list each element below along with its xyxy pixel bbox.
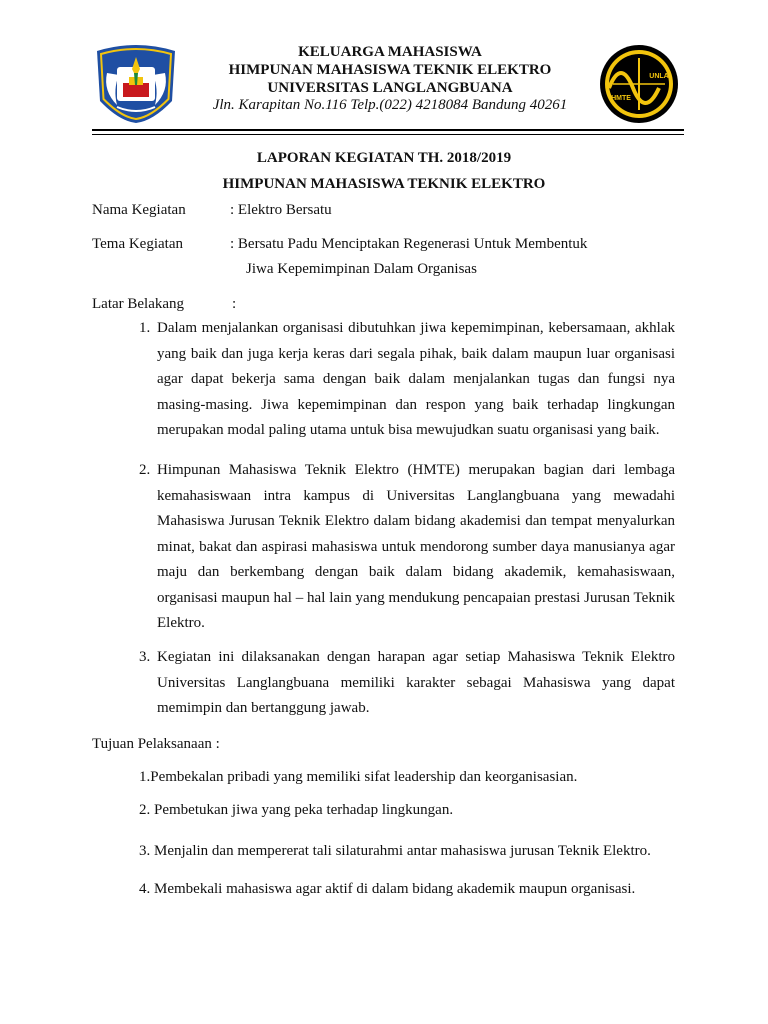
university-logo-icon: [93, 43, 179, 125]
nama-kegiatan-value: : Elektro Bersatu: [230, 202, 332, 218]
tema-kegiatan-value-line1: : Bersatu Padu Menciptakan Regenerasi Untuk Membentuk: [230, 236, 588, 252]
latar-item-text: Dalam menjalankan organisasi dibutuhkan jiwa kepemimpinan, kebersamaan, akhlak yang baik dan juga kerja keras dari segala pihak, baik dalam maupun luar organisasi agar dapat bekerja sama dengan baik dalam menjalankan tugas dan fungsi nya masing-masing. Jiwa kepemimpinan dan respon yang baik terhadap lingkungan merupakan modal paling utama untuk bisa mewujudkan suatu organisasi yang baik.: [157, 320, 675, 438]
nama-kegiatan-label: Nama Kegiatan: [92, 202, 186, 218]
hmte-logo-icon: [599, 44, 679, 124]
letterhead-association: HIMPUNAN MAHASISWA TEKNIK ELEKTRO: [228, 62, 552, 78]
tujuan-item: 1.Pembekalan pribadi yang memiliki sifat leadership dan keorganisasian.: [139, 769, 578, 785]
letterhead-organization: KELUARGA MAHASISWA: [298, 44, 482, 60]
latar-belakang-label: Latar Belakang: [92, 296, 185, 312]
tujuan-item: 2. Pembetukan jiwa yang peka terhadap lingkungan.: [139, 802, 454, 818]
report-title: LAPORAN KEGIATAN TH. 2018/2019: [256, 150, 512, 166]
tema-kegiatan-label: Tema Kegiatan: [92, 236, 183, 252]
tujuan-item: 4. Membekali mahasiswa agar aktif di dalam bidang akademik maupun organisasi.: [139, 881, 636, 897]
tujuan-item: 3. Menjalin dan mempererat tali silaturahmi antar mahasiswa jurusan Teknik Elektro.: [139, 843, 651, 859]
tema-kegiatan-value-line2: Jiwa Kepemimpinan Dalam Organisas: [246, 261, 477, 277]
latar-item-text: Himpunan Mahasiswa Teknik Elektro (HMTE) merupakan bagian dari lembaga kemahasiswaan intra kampus di Universitas Langlangbuana yang mewadahi Mahasiswa Jurusan Teknik Elektro dalam bidang akademisi dan tempat menyalurkan minat, bakat dan aspirasi mahasiswa untuk mendorong sumber daya manusianya agar maju dan berkembang dengan baik dalam bidang akademik, kemahasiswaan, organisasi maupun hal – hal lain yang mendukung pencapaian prestasi Jurusan Teknik Elektro.: [157, 462, 675, 631]
letterhead-university: UNIVERSITAS LANGLANGBUANA: [267, 80, 513, 96]
hmte-logo-text-top: UNLA: [649, 73, 669, 80]
latar-item-number: 2.: [139, 462, 151, 478]
report-subtitle: HIMPUNAN MAHASISWA TEKNIK ELEKTRO: [222, 176, 546, 192]
hmte-logo-text-bottom: HMTE: [611, 95, 631, 102]
latar-item-number: 3.: [139, 649, 151, 665]
latar-item-number: 1.: [139, 320, 151, 336]
letterhead-divider-thin: [92, 134, 684, 135]
letterhead-divider-thick: [92, 129, 684, 131]
latar-belakang-colon: :: [232, 296, 237, 312]
letterhead-address: Jln. Karapitan No.116 Telp.(022) 4218084 Bandung 40261: [212, 97, 568, 113]
tujuan-pelaksanaan-label: Tujuan Pelaksanaan :: [92, 736, 220, 752]
latar-item-text: Kegiatan ini dilaksanakan dengan harapan agar setiap Mahasiswa Teknik Elektro Universitas Langlangbuana memiliki karakter sebagai Mahasiswa yang dapat memimpin dan bertanggung jawab.: [157, 649, 675, 716]
